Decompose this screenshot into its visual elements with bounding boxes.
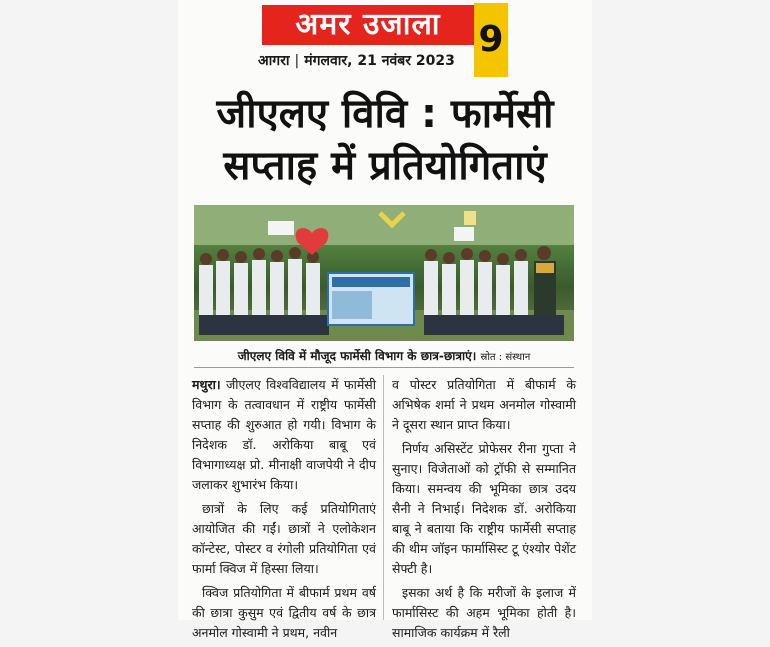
headline bbox=[178, 88, 592, 192]
group-photo bbox=[194, 205, 574, 341]
paragraph-3: क्विज प्रतियोगिता में बीफार्म प्रथम वर्ष की छात्रा कुसुम एवं द्वितीय वर्ष के छात्र अनमोल गोस्वामी ने प्रथम, नवीन bbox=[192, 585, 376, 640]
paragraph-2: छात्रों के लिए कई प्रतियोगिताएं आयोजित की गईं। छात्रों ने एलोकेशन कॉन्टेस्ट, पोस्टर व रंगोली प्रतियोगिता एवं फार्मा क्विज में हिस्सा लिया। bbox=[192, 501, 376, 576]
page-number: 9 bbox=[474, 3, 508, 77]
group-photo-illustration bbox=[194, 205, 574, 341]
article-column-1 bbox=[192, 375, 376, 647]
paragraph-1 bbox=[192, 375, 376, 495]
paragraph-1-text: जीएलए विश्वविद्यालय में फार्मेसी विभाग के तत्वावधान में राष्ट्रीय फार्मेसी सप्ताह की शुरुआत हो गयी। विभाग के निदेशक डॉ. अरोकिया बाबू एवं विभागाध्यक्ष प्रो. मीनाक्षी वाजपेयी ने दीप जलाकर शुभारंभ किया। bbox=[192, 377, 376, 492]
dateline-city: आगरा bbox=[258, 53, 290, 69]
caption-text: जीएलए विवि में मौजूद फार्मेसी विभाग के छात्र-छात्राएं। bbox=[237, 349, 477, 363]
caption-divider bbox=[194, 367, 574, 368]
article-column-2 bbox=[392, 375, 576, 647]
dateline-separator: | bbox=[294, 53, 300, 69]
masthead-logo: अमर उजाला bbox=[262, 5, 474, 45]
paragraph-5: निर्णय असिस्टेंट प्रोफेसर रीना गुप्ता ने सुनाए। विजेताओं को ट्रॉफी से सम्मानित किया। समन्वय की भूमिका छात्र उदय सैनी ने निभाई। निदेशक डॉ. अरोकिया बाबू ने बताया कि राष्ट्रीय फार्मेसी सप्ताह की थीम जॉइन फार्मासिस्ट टू एंश्योर पेशेंट सेफ्टी है। bbox=[392, 441, 576, 576]
headline-line-1: जीएलए विवि : फार्मेसी bbox=[216, 91, 554, 137]
caption-credit: स्रोत : संस्थान bbox=[480, 352, 531, 363]
dateline-date: मंगलवार, 21 नवंबर 2023 bbox=[304, 53, 455, 69]
paragraph-6: इसका अर्थ है कि मरीजों के इलाज में फार्मासिस्ट की अहम भूमिका होती है। सामाजिक कार्यक्रम में रैली bbox=[392, 585, 576, 640]
headline-line-2: सप्ताह में प्रतियोगिताएं bbox=[223, 143, 547, 189]
dateline bbox=[258, 51, 473, 70]
paragraph-4: व पोस्टर प्रतियोगिता में बीफार्म के अभिषेक शर्मा ने प्रथम अनमोल गोस्वामी ने दूसरा स्थान प्राप्त किया। bbox=[392, 377, 576, 432]
photo-caption bbox=[194, 347, 574, 364]
column-divider bbox=[383, 375, 384, 620]
article-dateline: मथुरा। bbox=[192, 377, 221, 392]
newspaper-page bbox=[178, 0, 592, 640]
